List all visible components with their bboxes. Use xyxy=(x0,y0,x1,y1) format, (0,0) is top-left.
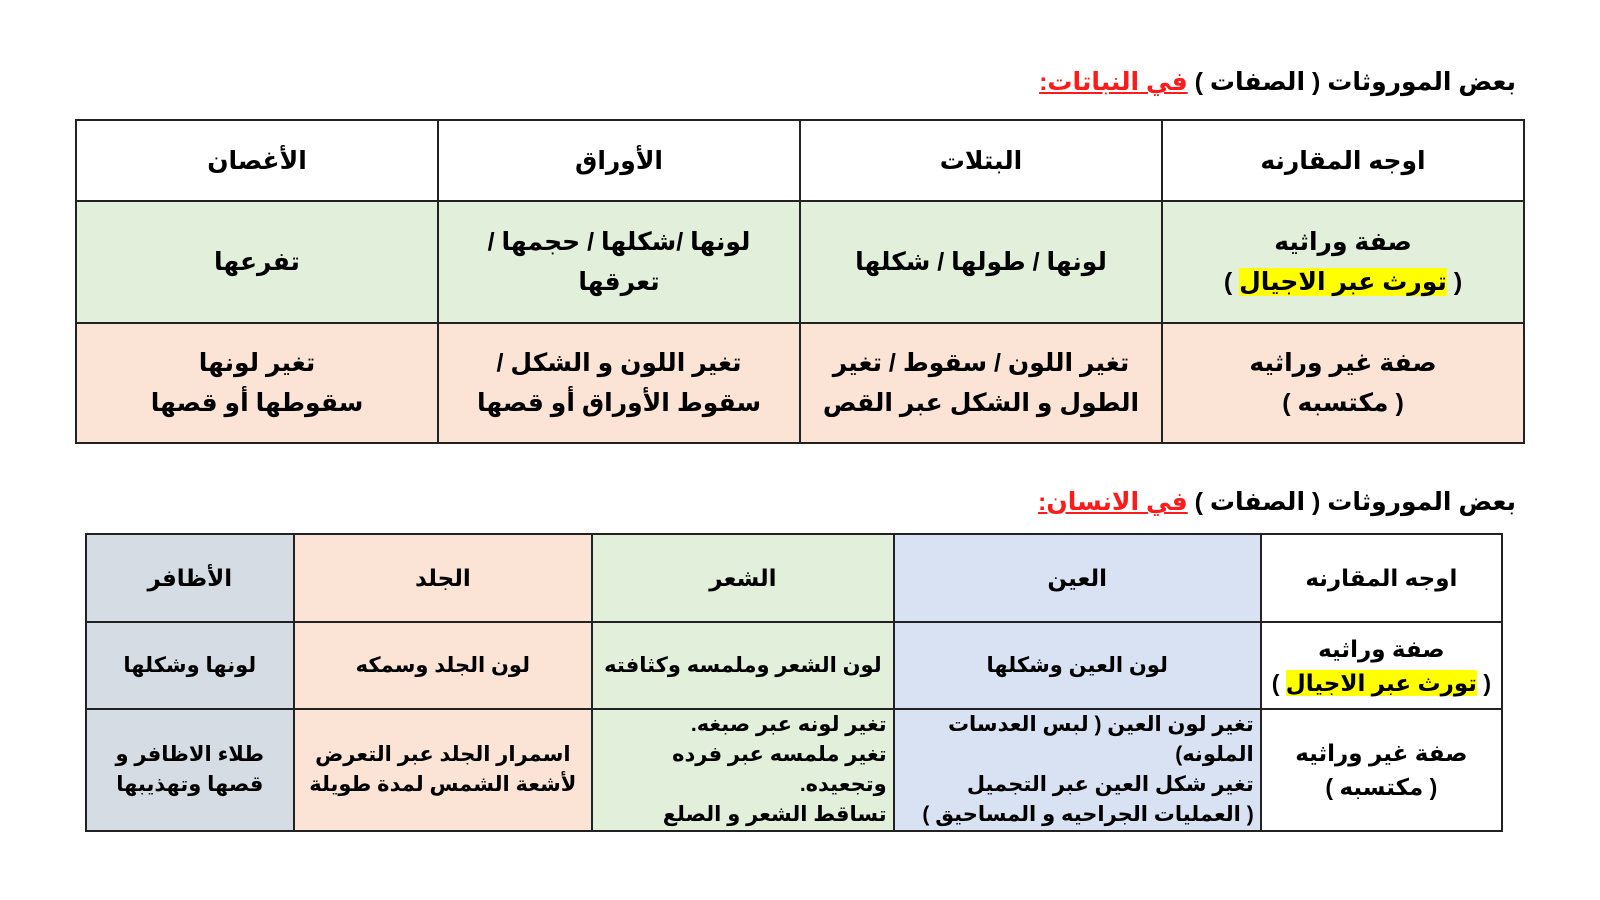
plants-inherited-row xyxy=(76,201,1524,323)
plants-inherited-leaves: لونها /شكلها / حجمها / تعرقها xyxy=(438,201,800,323)
human-table xyxy=(85,533,1503,832)
human-acquired-nails: طلاء الاظافر و قصها وتهذيبها xyxy=(86,709,294,831)
plants-header-leaves: الأوراق xyxy=(438,120,800,201)
human-heading-prefix: بعض الموروثات ( الصفات ) xyxy=(1187,488,1516,516)
plants-acquired-leaves: تغير اللون و الشكل / سقوط الأوراق أو قصها xyxy=(438,323,800,443)
human-acquired-label: صفة غير وراثيه ( مكتسبه ) xyxy=(1261,709,1502,831)
human-acquired-hair: تغير لونه عبر صبغه. تغير ملمسه عبر فرده وتجعيده. تساقط الشعر و الصلع xyxy=(592,709,894,831)
plants-acquired-petals: تغير اللون / سقوط / تغير الطول و الشكل عبر القص xyxy=(800,323,1162,443)
plants-acquired-branches: تغير لونها سقوطها أو قصها xyxy=(76,323,438,443)
human-header-hair: الشعر xyxy=(592,534,894,622)
inherited-highlight: تورث عبر الاجيال xyxy=(1285,669,1477,696)
inherited-highlight: تورث عبر الاجيال xyxy=(1239,268,1447,296)
human-header-eye: العين xyxy=(894,534,1261,622)
human-inherited-hair: لون الشعر وملمسه وكثافته xyxy=(592,622,894,709)
human-inherited-skin: لون الجلد وسمكه xyxy=(294,622,593,709)
inherited-label-line1: صفة وراثيه xyxy=(1274,228,1412,256)
human-acquired-row xyxy=(86,709,1502,831)
plants-heading xyxy=(1039,66,1516,98)
human-header-row xyxy=(86,534,1502,622)
human-header-comparison: اوجه المقارنه xyxy=(1261,534,1502,622)
plants-header-row xyxy=(76,120,1524,201)
plants-heading-prefix: بعض الموروثات ( الصفات ) xyxy=(1187,68,1516,96)
plants-table xyxy=(75,119,1525,444)
human-acquired-skin: اسمرار الجلد عبر التعرض لأشعة الشمس لمدة طويلة xyxy=(294,709,593,831)
plants-inherited-branches: تفرعها xyxy=(76,201,438,323)
plants-inherited-label xyxy=(1162,201,1524,323)
plants-header-petals: البتلات xyxy=(800,120,1162,201)
human-header-nails: الأظافر xyxy=(86,534,294,622)
human-acquired-eye: تغير لون العين ( لبس العدسات الملونه) تغير شكل العين عبر التجميل ( العمليات الجراحيه و المساحيق ) xyxy=(894,709,1261,831)
human-inherited-eye: لون العين وشكلها xyxy=(894,622,1261,709)
plants-header-comparison: اوجه المقارنه xyxy=(1162,120,1524,201)
human-header-skin: الجلد xyxy=(294,534,593,622)
plants-acquired-row xyxy=(76,323,1524,443)
human-inherited-nails: لونها وشكلها xyxy=(86,622,294,709)
inherited-label-line2: ( تورث عبر الاجيال ) xyxy=(1223,268,1463,296)
plants-heading-highlight: في النباتات: xyxy=(1039,68,1188,96)
human-inherited-row xyxy=(86,622,1502,709)
human-heading xyxy=(1038,486,1516,518)
plants-inherited-petals: لونها / طولها / شكلها xyxy=(800,201,1162,323)
plants-acquired-label: صفة غير وراثيه ( مكتسبه ) xyxy=(1162,323,1524,443)
human-inherited-label: صفة وراثيه ( تورث عبر الاجيال ) xyxy=(1261,622,1502,709)
human-heading-highlight: في الانسان: xyxy=(1038,488,1188,516)
plants-header-branches: الأغصان xyxy=(76,120,438,201)
